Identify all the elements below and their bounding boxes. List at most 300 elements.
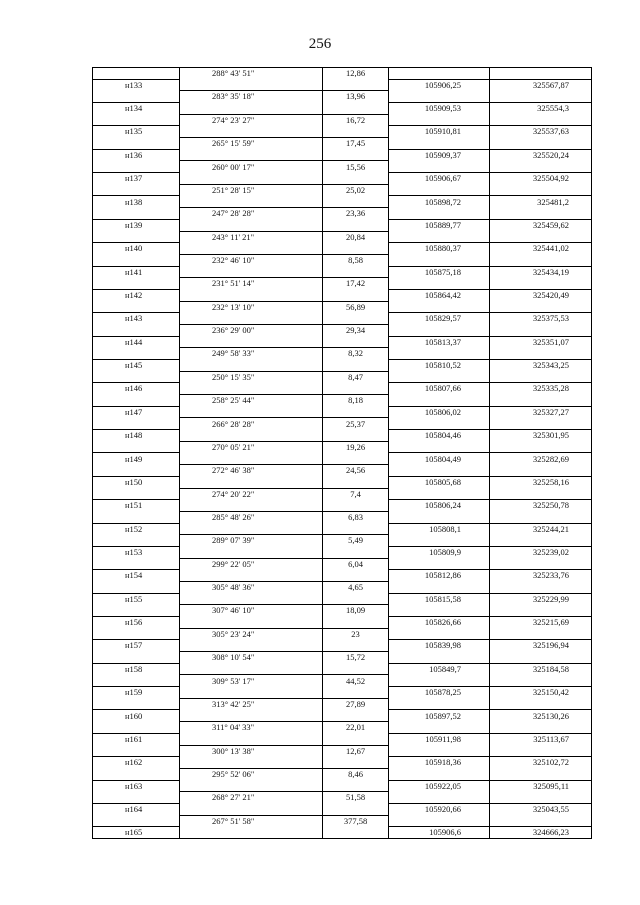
- y-cell: [489, 581, 592, 593]
- angle-cell: 270° 05' 21": [179, 441, 322, 453]
- length-cell: [322, 312, 388, 324]
- point-name-cell: н134: [92, 102, 179, 114]
- y-cell: [489, 324, 592, 336]
- length-cell: [322, 336, 388, 348]
- y-cell: [489, 745, 592, 757]
- length-cell: 12,67: [322, 745, 388, 757]
- x-coordinate-cell: 105918,36: [388, 756, 489, 768]
- x-coordinate-cell: 105910,81: [388, 125, 489, 137]
- name-cell: [92, 745, 179, 757]
- name-cell: [92, 651, 179, 663]
- y-coordinate-cell: 325434,19: [489, 266, 592, 278]
- name-cell: [92, 277, 179, 289]
- angle-cell: 251° 28' 15": [179, 184, 322, 196]
- name-cell: [92, 394, 179, 406]
- x-cell: [388, 721, 489, 733]
- angle-cell: 268° 27' 21": [179, 791, 322, 803]
- length-cell: [322, 266, 388, 278]
- y-coordinate-cell: 325258,16: [489, 476, 592, 488]
- length-cell: 12,86: [322, 67, 388, 79]
- angle-cell: [179, 382, 322, 394]
- y-cell: [489, 534, 592, 546]
- point-name-cell: н149: [92, 452, 179, 464]
- length-cell: [322, 803, 388, 815]
- x-cell: [388, 604, 489, 616]
- x-cell: [388, 628, 489, 640]
- angle-cell: [179, 546, 322, 558]
- length-cell: 25,37: [322, 417, 388, 429]
- coordinates-table: [92, 67, 592, 839]
- length-cell: [322, 733, 388, 745]
- length-cell: [322, 195, 388, 207]
- y-coordinate-cell: 325196,94: [489, 639, 592, 651]
- y-cell: [489, 604, 592, 616]
- y-coordinate-cell: 325184,58: [489, 663, 592, 675]
- point-name-cell: н146: [92, 382, 179, 394]
- length-cell: [322, 569, 388, 581]
- y-cell: [489, 628, 592, 640]
- length-cell: 56,89: [322, 301, 388, 313]
- point-name-cell: н156: [92, 616, 179, 628]
- name-cell: [92, 511, 179, 523]
- point-name-cell: н159: [92, 686, 179, 698]
- x-coordinate-cell: 105906,25: [388, 79, 489, 91]
- y-coordinate-cell: 325343,25: [489, 359, 592, 371]
- angle-cell: [179, 219, 322, 231]
- y-coordinate-cell: 325351,07: [489, 336, 592, 348]
- name-cell: [92, 698, 179, 710]
- y-coordinate-cell: 325520,24: [489, 149, 592, 161]
- x-cell: [388, 511, 489, 523]
- y-cell: [489, 207, 592, 219]
- angle-cell: [179, 616, 322, 628]
- angle-cell: [179, 172, 322, 184]
- y-cell: [489, 371, 592, 383]
- x-cell: [388, 488, 489, 500]
- y-coordinate-cell: 325459,62: [489, 219, 592, 231]
- point-name-cell: н142: [92, 289, 179, 301]
- y-cell: [489, 184, 592, 196]
- point-name-cell: н153: [92, 546, 179, 558]
- length-cell: 8,46: [322, 768, 388, 780]
- x-coordinate-cell: 105809,9: [388, 546, 489, 558]
- length-cell: [322, 359, 388, 371]
- point-name-cell: н157: [92, 639, 179, 651]
- y-coordinate-cell: 325043,55: [489, 803, 592, 815]
- length-cell: [322, 523, 388, 535]
- y-cell: [489, 651, 592, 663]
- x-coordinate-cell: 105909,37: [388, 149, 489, 161]
- length-cell: 19,26: [322, 441, 388, 453]
- angle-cell: 258° 25' 44": [179, 394, 322, 406]
- y-cell: [489, 441, 592, 453]
- point-name-cell: н154: [92, 569, 179, 581]
- x-cell: [388, 254, 489, 266]
- length-cell: 8,18: [322, 394, 388, 406]
- name-cell: [92, 815, 179, 827]
- angle-cell: [179, 780, 322, 792]
- x-coordinate-cell: 105878,25: [388, 686, 489, 698]
- x-coordinate-cell: 105906,67: [388, 172, 489, 184]
- length-cell: [322, 593, 388, 605]
- x-cell: [388, 137, 489, 149]
- length-cell: 20,84: [322, 231, 388, 243]
- x-cell: [388, 581, 489, 593]
- angle-cell: [179, 336, 322, 348]
- x-cell: [388, 698, 489, 710]
- y-cell: [489, 815, 592, 827]
- length-cell: [322, 709, 388, 721]
- y-coordinate-cell: 325554,3: [489, 102, 592, 114]
- length-cell: [322, 663, 388, 675]
- x-cell: [388, 417, 489, 429]
- angle-cell: 272° 46' 38": [179, 464, 322, 476]
- length-cell: [322, 102, 388, 114]
- name-cell: [92, 324, 179, 336]
- length-cell: [322, 616, 388, 628]
- x-cell: [388, 114, 489, 126]
- x-cell: [388, 324, 489, 336]
- angle-cell: 295° 52' 06": [179, 768, 322, 780]
- x-coordinate-cell: 105906,6: [388, 826, 489, 838]
- length-cell: 16,72: [322, 114, 388, 126]
- angle-cell: [179, 452, 322, 464]
- x-cell: [388, 277, 489, 289]
- x-cell: [388, 768, 489, 780]
- point-name-cell: н162: [92, 756, 179, 768]
- point-name-cell: н135: [92, 125, 179, 137]
- y-coordinate-cell: 325420,49: [489, 289, 592, 301]
- point-name-cell: н151: [92, 499, 179, 511]
- length-cell: [322, 499, 388, 511]
- angle-cell: [179, 149, 322, 161]
- length-cell: [322, 219, 388, 231]
- point-name-cell: н160: [92, 709, 179, 721]
- length-cell: 8,58: [322, 254, 388, 266]
- angle-cell: 274° 23' 27": [179, 114, 322, 126]
- point-name-cell: н161: [92, 733, 179, 745]
- y-coordinate-cell: 325537,63: [489, 125, 592, 137]
- y-cell: [489, 511, 592, 523]
- name-cell: [92, 721, 179, 733]
- angle-cell: 247° 28' 28": [179, 207, 322, 219]
- x-coordinate-cell: 105922,05: [388, 780, 489, 792]
- length-cell: 8,32: [322, 347, 388, 359]
- length-cell: 17,42: [322, 277, 388, 289]
- x-coordinate-cell: 105806,02: [388, 406, 489, 418]
- y-coordinate-cell: 325244,21: [489, 523, 592, 535]
- length-cell: 17,45: [322, 137, 388, 149]
- angle-cell: [179, 476, 322, 488]
- length-cell: [322, 639, 388, 651]
- y-cell: [489, 277, 592, 289]
- y-coordinate-cell: 325150,42: [489, 686, 592, 698]
- angle-cell: 308° 10' 54": [179, 651, 322, 663]
- y-coordinate-cell: 325441,02: [489, 242, 592, 254]
- x-coordinate-cell: 105813,37: [388, 336, 489, 348]
- x-coordinate-cell: 105805,68: [388, 476, 489, 488]
- x-coordinate-cell: 105804,46: [388, 429, 489, 441]
- length-cell: [322, 546, 388, 558]
- x-coordinate-cell: 105897,52: [388, 709, 489, 721]
- x-cell: [388, 90, 489, 102]
- x-cell: [388, 371, 489, 383]
- angle-cell: 305° 23' 24": [179, 628, 322, 640]
- page-number: 256: [308, 36, 332, 52]
- x-coordinate-cell: 105920,66: [388, 803, 489, 815]
- y-cell: [489, 254, 592, 266]
- x-coordinate-cell: 105804,49: [388, 452, 489, 464]
- name-cell: [92, 347, 179, 359]
- angle-cell: 313° 42' 25": [179, 698, 322, 710]
- angle-cell: [179, 125, 322, 137]
- x-cell: [388, 160, 489, 172]
- name-cell: [92, 160, 179, 172]
- angle-cell: [179, 242, 322, 254]
- x-coordinate-cell: 105889,77: [388, 219, 489, 231]
- length-cell: 7,4: [322, 488, 388, 500]
- x-coordinate-cell: 105909,53: [388, 102, 489, 114]
- x-coordinate-cell: 105849,7: [388, 663, 489, 675]
- angle-cell: 283° 35' 18": [179, 90, 322, 102]
- name-cell: [92, 417, 179, 429]
- point-name-cell: н139: [92, 219, 179, 231]
- point-name-cell: н133: [92, 79, 179, 91]
- angle-cell: 300° 13' 38": [179, 745, 322, 757]
- length-cell: 5,49: [322, 534, 388, 546]
- y-cell: [489, 231, 592, 243]
- length-cell: 8,47: [322, 371, 388, 383]
- point-name-cell: н150: [92, 476, 179, 488]
- x-cell: [388, 207, 489, 219]
- x-coordinate-cell: 105864,42: [388, 289, 489, 301]
- x-cell: [388, 394, 489, 406]
- y-coordinate-cell: 325239,02: [489, 546, 592, 558]
- length-cell: [322, 826, 388, 838]
- angle-cell: 232° 13' 10": [179, 301, 322, 313]
- x-cell: [388, 184, 489, 196]
- y-cell: [489, 698, 592, 710]
- y-coordinate-cell: 325233,76: [489, 569, 592, 581]
- angle-cell: 243° 11' 21": [179, 231, 322, 243]
- y-cell: [489, 721, 592, 733]
- length-cell: 6,83: [322, 511, 388, 523]
- length-cell: 29,34: [322, 324, 388, 336]
- name-cell: [92, 254, 179, 266]
- length-cell: 18,09: [322, 604, 388, 616]
- name-cell: [92, 534, 179, 546]
- y-coordinate-cell: 324666,23: [489, 826, 592, 838]
- name-cell: [92, 137, 179, 149]
- point-name-cell: н136: [92, 149, 179, 161]
- y-cell: [489, 394, 592, 406]
- length-cell: [322, 452, 388, 464]
- x-cell: [388, 347, 489, 359]
- angle-cell: 265° 15' 59": [179, 137, 322, 149]
- length-cell: 51,58: [322, 791, 388, 803]
- y-coordinate-cell: 325095,11: [489, 780, 592, 792]
- point-name-cell: н164: [92, 803, 179, 815]
- y-cell: [489, 90, 592, 102]
- x-cell: [388, 464, 489, 476]
- x-cell: [388, 67, 489, 79]
- x-coordinate-cell: 105911,98: [388, 733, 489, 745]
- y-cell: [489, 301, 592, 313]
- name-cell: [92, 207, 179, 219]
- length-cell: 23,36: [322, 207, 388, 219]
- length-cell: 6,04: [322, 558, 388, 570]
- angle-cell: [179, 523, 322, 535]
- name-cell: [92, 488, 179, 500]
- point-name-cell: н147: [92, 406, 179, 418]
- name-cell: [92, 791, 179, 803]
- angle-cell: [179, 639, 322, 651]
- angle-cell: [179, 195, 322, 207]
- length-cell: [322, 172, 388, 184]
- length-cell: [322, 780, 388, 792]
- y-cell: [489, 558, 592, 570]
- length-cell: [322, 149, 388, 161]
- length-cell: [322, 756, 388, 768]
- angle-cell: [179, 709, 322, 721]
- x-coordinate-cell: 105839,98: [388, 639, 489, 651]
- length-cell: 27,89: [322, 698, 388, 710]
- angle-cell: [179, 686, 322, 698]
- angle-cell: [179, 803, 322, 815]
- angle-cell: 311° 04' 33": [179, 721, 322, 733]
- y-cell: [489, 417, 592, 429]
- angle-cell: 274° 20' 22": [179, 488, 322, 500]
- angle-cell: [179, 429, 322, 441]
- angle-cell: 305° 48' 36": [179, 581, 322, 593]
- name-cell: [92, 301, 179, 313]
- point-name-cell: н148: [92, 429, 179, 441]
- angle-cell: 266° 28' 28": [179, 417, 322, 429]
- angle-cell: [179, 406, 322, 418]
- y-cell: [489, 67, 592, 79]
- x-coordinate-cell: 105810,52: [388, 359, 489, 371]
- angle-cell: 309° 53' 17": [179, 674, 322, 686]
- y-coordinate-cell: 325250,78: [489, 499, 592, 511]
- angle-cell: 232° 46' 10": [179, 254, 322, 266]
- y-cell: [489, 791, 592, 803]
- x-cell: [388, 815, 489, 827]
- name-cell: [92, 114, 179, 126]
- length-cell: 4,65: [322, 581, 388, 593]
- name-cell: [92, 231, 179, 243]
- length-cell: 24,56: [322, 464, 388, 476]
- y-coordinate-cell: 325301,95: [489, 429, 592, 441]
- length-cell: 15,56: [322, 160, 388, 172]
- y-cell: [489, 160, 592, 172]
- name-cell: [92, 371, 179, 383]
- angle-cell: 307° 46' 10": [179, 604, 322, 616]
- name-cell: [92, 67, 179, 79]
- length-cell: 23: [322, 628, 388, 640]
- length-cell: [322, 686, 388, 698]
- angle-cell: 288° 43' 51": [179, 67, 322, 79]
- name-cell: [92, 464, 179, 476]
- name-cell: [92, 184, 179, 196]
- length-cell: [322, 289, 388, 301]
- y-coordinate-cell: 325481,2: [489, 195, 592, 207]
- y-coordinate-cell: 325113,67: [489, 733, 592, 745]
- x-cell: [388, 231, 489, 243]
- length-cell: 22,01: [322, 721, 388, 733]
- angle-cell: [179, 826, 322, 838]
- length-cell: [322, 125, 388, 137]
- length-cell: 15,72: [322, 651, 388, 663]
- x-coordinate-cell: 105826,66: [388, 616, 489, 628]
- angle-cell: [179, 593, 322, 605]
- name-cell: [92, 581, 179, 593]
- y-coordinate-cell: 325215,69: [489, 616, 592, 628]
- x-cell: [388, 441, 489, 453]
- angle-cell: [179, 266, 322, 278]
- angle-cell: [179, 312, 322, 324]
- angle-cell: [179, 289, 322, 301]
- x-coordinate-cell: 105812,86: [388, 569, 489, 581]
- name-cell: [92, 90, 179, 102]
- y-coordinate-cell: 325375,53: [489, 312, 592, 324]
- x-cell: [388, 651, 489, 663]
- angle-cell: 250° 15' 35": [179, 371, 322, 383]
- angle-cell: [179, 359, 322, 371]
- point-name-cell: н144: [92, 336, 179, 348]
- x-coordinate-cell: 105808,1: [388, 523, 489, 535]
- point-name-cell: н143: [92, 312, 179, 324]
- angle-cell: 236° 29' 00": [179, 324, 322, 336]
- y-coordinate-cell: 325327,27: [489, 406, 592, 418]
- point-name-cell: н155: [92, 593, 179, 605]
- name-cell: [92, 628, 179, 640]
- angle-cell: [179, 499, 322, 511]
- name-cell: [92, 768, 179, 780]
- y-coordinate-cell: 325229,99: [489, 593, 592, 605]
- length-cell: 44,52: [322, 674, 388, 686]
- y-cell: [489, 347, 592, 359]
- length-cell: [322, 382, 388, 394]
- point-name-cell: н158: [92, 663, 179, 675]
- y-cell: [489, 464, 592, 476]
- x-coordinate-cell: 105806,24: [388, 499, 489, 511]
- x-coordinate-cell: 105815,58: [388, 593, 489, 605]
- name-cell: [92, 441, 179, 453]
- x-coordinate-cell: 105807,66: [388, 382, 489, 394]
- y-coordinate-cell: 325504,92: [489, 172, 592, 184]
- y-coordinate-cell: 325130,26: [489, 709, 592, 721]
- point-name-cell: н152: [92, 523, 179, 535]
- name-cell: [92, 674, 179, 686]
- angle-cell: 285° 48' 26": [179, 511, 322, 523]
- length-cell: [322, 429, 388, 441]
- length-cell: [322, 406, 388, 418]
- point-name-cell: н137: [92, 172, 179, 184]
- name-cell: [92, 604, 179, 616]
- angle-cell: 249° 58' 33": [179, 347, 322, 359]
- length-cell: [322, 476, 388, 488]
- y-cell: [489, 114, 592, 126]
- angle-cell: [179, 569, 322, 581]
- x-cell: [388, 745, 489, 757]
- length-cell: 13,96: [322, 90, 388, 102]
- angle-cell: 289° 07' 39": [179, 534, 322, 546]
- point-name-cell: н140: [92, 242, 179, 254]
- y-cell: [489, 137, 592, 149]
- length-cell: [322, 79, 388, 91]
- x-coordinate-cell: 105880,37: [388, 242, 489, 254]
- x-coordinate-cell: 105829,57: [388, 312, 489, 324]
